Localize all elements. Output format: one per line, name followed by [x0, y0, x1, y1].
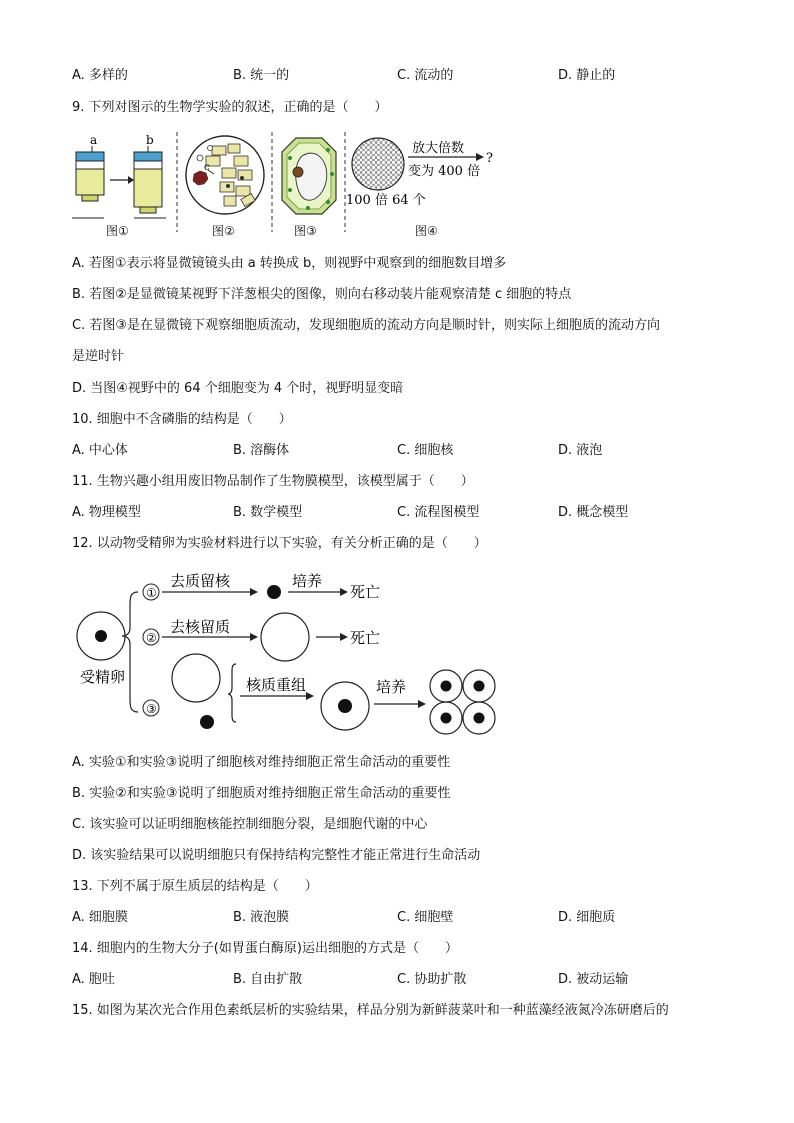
- q9-stem: 9. 下列对图示的生物学实验的叙述，正确的是（ ）: [72, 100, 388, 115]
- nucleus: [293, 167, 303, 177]
- divided-cells: [430, 670, 495, 734]
- q9-figure-4: [346, 130, 506, 220]
- cytoplasm-only: [261, 613, 309, 661]
- q12-option-a: A. 实验①和实验③说明了细胞核对维持细胞正常生命活动的重要性: [72, 755, 451, 770]
- arrow-icon: [250, 633, 258, 641]
- q14-option-b: B. 自由扩散: [233, 972, 303, 987]
- arrow-icon: [128, 176, 134, 184]
- culture-1: 培养: [292, 572, 323, 590]
- q15-stem: 15. 如图为某次光合作用色素纸层析的实验结果，样品分别为新鲜菠菜叶和一种蓝藻经液氮冷冻研磨后的: [72, 1003, 669, 1018]
- label-a: a: [90, 133, 98, 147]
- num-1: ①: [146, 586, 157, 600]
- question-mark: ?: [486, 151, 493, 166]
- q10-option-d: D. 液泡: [558, 443, 603, 458]
- death-1: 死亡: [350, 583, 381, 601]
- brace: [122, 592, 138, 712]
- lens-b-cap: [134, 152, 162, 161]
- q11-option-a: A. 物理模型: [72, 505, 141, 520]
- q8-option-c: C. 流动的: [397, 68, 454, 83]
- q10-option-c: C. 细胞核: [397, 443, 454, 458]
- caption-fig-3: 图③: [294, 224, 317, 238]
- q13-option-a: A. 细胞膜: [72, 910, 128, 925]
- caption-fig-4: 图④: [415, 224, 438, 238]
- q12-figure: [70, 566, 510, 738]
- q9-option-c-line2: 是逆时针: [72, 349, 125, 364]
- q14-option-c: C. 协助扩散: [397, 972, 467, 987]
- arrow-icon: [418, 700, 426, 708]
- q14-option-d: D. 被动运输: [558, 972, 629, 987]
- step-1: 去质留核: [170, 572, 231, 590]
- cell-field: [352, 138, 404, 190]
- q14-option-a: A. 胞吐: [72, 972, 115, 987]
- mag-bottom: 变为 400 倍: [408, 164, 481, 179]
- num-2: ②: [146, 631, 157, 645]
- arrow-icon: [340, 588, 348, 596]
- num-3: ③: [146, 702, 157, 716]
- q12-option-c: C. 该实验可以证明细胞核能控制细胞分裂，是细胞代谢的中心: [72, 817, 428, 832]
- lens-a-body: [76, 169, 104, 195]
- q13-option-d: D. 细胞质: [558, 910, 616, 925]
- label-c: c: [204, 162, 210, 173]
- egg-nucleus: [95, 630, 107, 642]
- q9-option-c-line1: C. 若图③是在显微镜下观察细胞质流动，发现细胞质的流动方向是顺时针，则实际上细胞质的流动方向: [72, 318, 660, 333]
- q11-option-d: D. 概念模型: [558, 505, 629, 520]
- q9-figure-1: [70, 130, 180, 220]
- lens-a-cap: [76, 152, 104, 161]
- separate-nucleus: [200, 715, 214, 729]
- q13-stem: 13. 下列不属于原生质层的结构是（ ）: [72, 879, 318, 894]
- q11-option-c: C. 流程图模型: [397, 505, 480, 520]
- step-2: 去核留质: [170, 618, 231, 636]
- q12-stem: 12. 以动物受精卵为实验材料进行以下实验，有关分析正确的是（ ）: [72, 536, 487, 551]
- mag-top: 放大倍数: [412, 141, 465, 156]
- nucleus-only: [267, 585, 281, 599]
- death-2: 死亡: [350, 629, 381, 647]
- q9-option-d: D. 当图④视野中的 64 个细胞变为 4 个时，视野明显变暗: [72, 381, 404, 396]
- q9-figure-3: [278, 134, 340, 218]
- step-3: 核质重组: [246, 676, 307, 694]
- q13-option-b: B. 液泡膜: [233, 910, 290, 925]
- q10-stem: 10. 细胞中不含磷脂的结构是（ ）: [72, 412, 292, 427]
- lens-b-body: [134, 169, 162, 207]
- q14-stem: 14. 细胞内的生物大分子(如胃蛋白酶原)运出细胞的方式是（ ）: [72, 941, 458, 956]
- q8-option-b: B. 统一的: [233, 68, 290, 83]
- arrow-icon: [250, 588, 258, 596]
- egg-label: 受精卵: [80, 668, 126, 686]
- q11-option-b: B. 数学模型: [233, 505, 303, 520]
- q10-option-b: B. 溶酶体: [233, 443, 290, 458]
- q9-option-b: B. 若图②是显微镜某视野下洋葱根尖的图像，则向右移动装片能观察清楚 c 细胞的特点: [72, 287, 572, 302]
- arrow-icon: [340, 633, 348, 641]
- q10-option-a: A. 中心体: [72, 443, 128, 458]
- q8-option-d: D. 静止的: [558, 68, 616, 83]
- cell-count: 100 倍 64 个: [346, 193, 426, 208]
- q8-option-a: A. 多样的: [72, 68, 128, 83]
- q13-option-c: C. 细胞壁: [397, 910, 454, 925]
- arrow-icon: [476, 153, 484, 161]
- q9-option-a: A. 若图①表示将显微镜镜头由 a 转换成 b，则视野中观察到的细胞数目增多: [72, 256, 507, 271]
- q9-figure-2: [184, 134, 266, 216]
- q12-option-b: B. 实验②和实验③说明了细胞质对维持细胞正常生命活动的重要性: [72, 786, 451, 801]
- enucleated-cell: [172, 654, 220, 702]
- label-b: b: [146, 133, 154, 147]
- culture-3: 培养: [376, 678, 407, 696]
- caption-fig-2: 图②: [212, 224, 235, 238]
- caption-fig-1: 图①: [106, 224, 129, 238]
- q12-option-d: D. 该实验结果可以说明细胞只有保持结构完整性才能正常进行生命活动: [72, 848, 481, 863]
- q11-stem: 11. 生物兴趣小组用废旧物品制作了生物膜模型，该模型属于（ ）: [72, 474, 474, 489]
- arrow-icon: [306, 692, 314, 700]
